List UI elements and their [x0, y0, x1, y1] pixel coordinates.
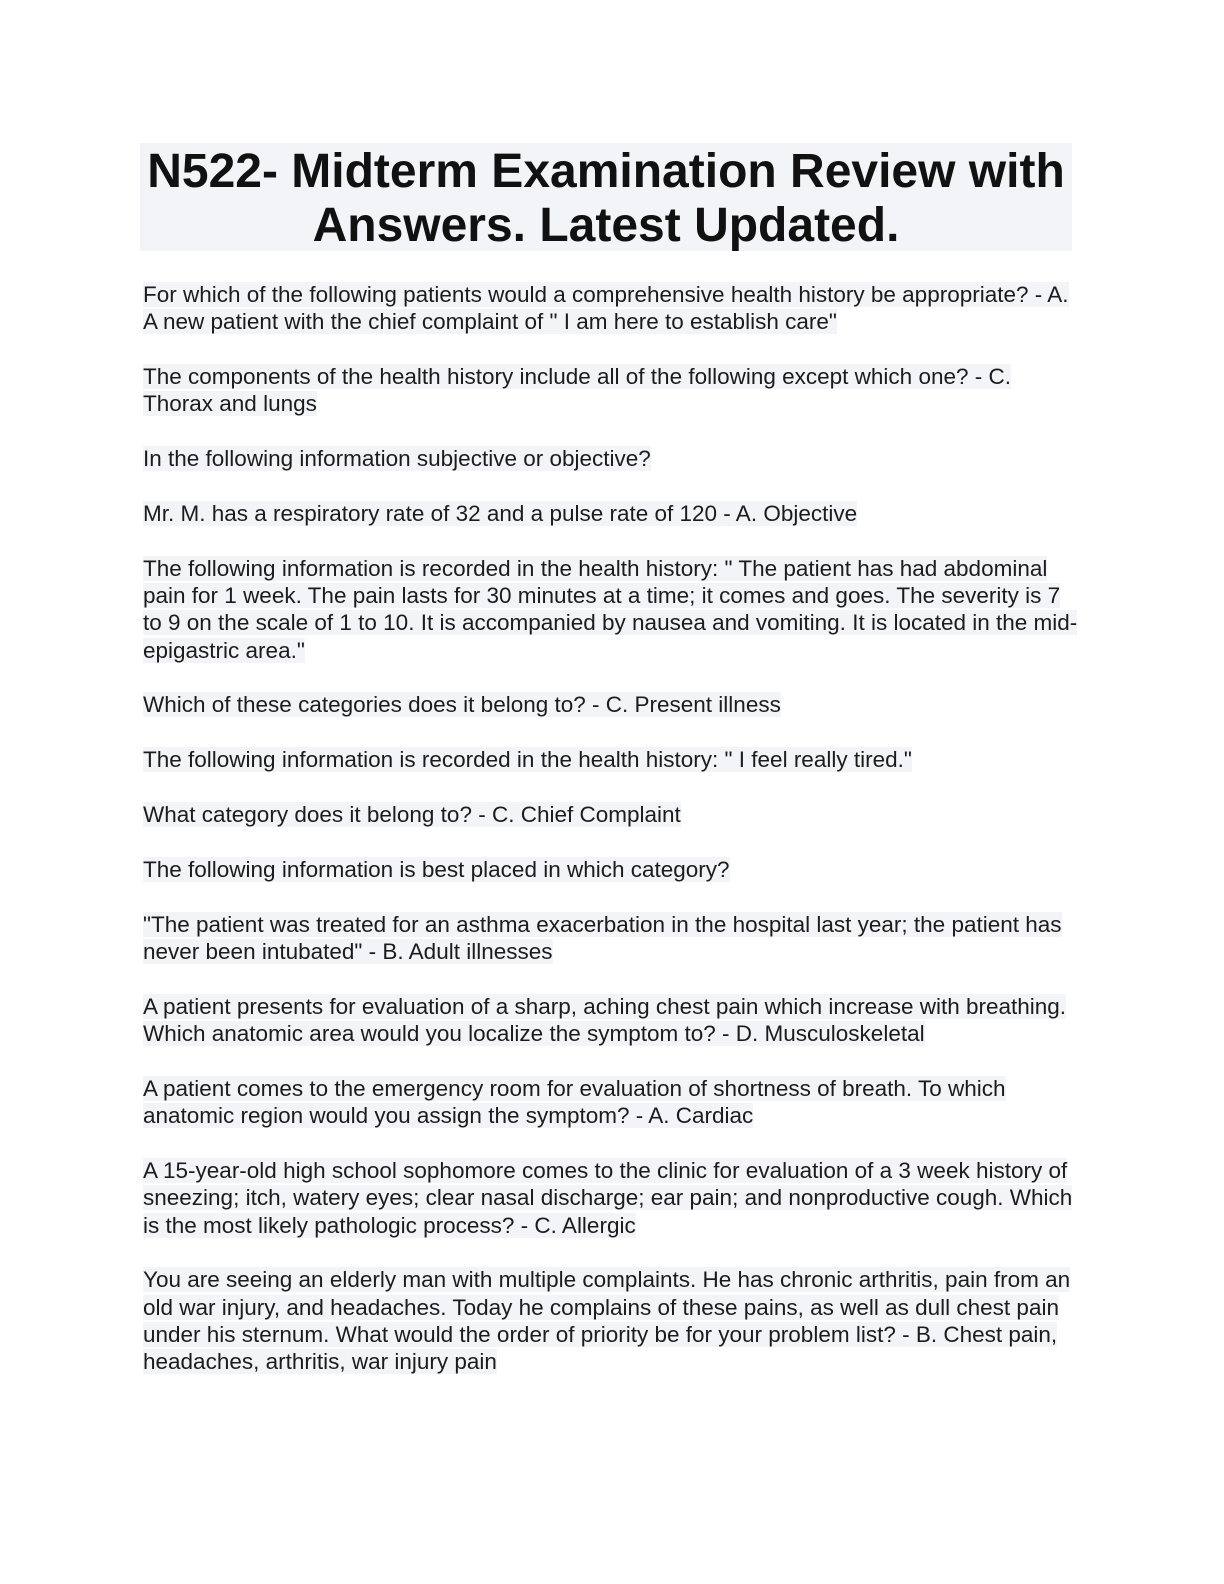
- qa-paragraph: [143, 1075, 1083, 1130]
- paragraph-text: The following information is recorded in the health history: " I feel really tired.": [143, 747, 912, 773]
- paragraph-text: The components of the health history include all of the following except which one? - C. Thorax and lungs: [143, 364, 1011, 417]
- qa-content: [143, 281, 1083, 1403]
- page-title: [140, 143, 1072, 253]
- paragraph-text: The following information is best placed in which category?: [143, 856, 730, 882]
- paragraph-text: A 15-year-old high school sophomore comes to the clinic for evaluation of a 3 week history of sneezing; itch, watery eyes; clear nasal discharge; ear pain; and nonproductive cough. Which is the most likely pathologic process? - C. Allergic: [143, 1157, 1073, 1238]
- qa-paragraph: [143, 281, 1083, 336]
- paragraph-text: Which of these categories does it belong to? - C. Present illness: [143, 692, 781, 718]
- title-line-1: N522- Midterm Examination Review with: [147, 145, 1065, 198]
- title-block: [140, 143, 1072, 251]
- paragraph-text: Mr. M. has a respiratory rate of 32 and a pulse rate of 120 - A. Objective: [143, 500, 858, 526]
- paragraph-text: "The patient was treated for an asthma exacerbation in the hospital last year; the patient has never been intubated" - B. Adult illnesses: [143, 911, 1062, 964]
- qa-paragraph: [143, 500, 1083, 527]
- qa-paragraph: [143, 746, 1083, 773]
- qa-paragraph: [143, 801, 1083, 828]
- qa-paragraph: [143, 856, 1083, 883]
- paragraph-text: What category does it belong to? - C. Chief Complaint: [143, 802, 681, 828]
- qa-paragraph: [143, 445, 1083, 472]
- paragraph-text: You are seeing an elderly man with multiple complaints. He has chronic arthritis, pain from an old war injury, and headaches. Today he complains of these pains, as well as dull chest pain under his sternum. What would the order of priority be for your problem list? - B. Chest pain, headaches, arthritis, war injury pain: [143, 1267, 1071, 1375]
- paragraph-text: A patient comes to the emergency room for evaluation of shortness of breath. To which anatomic region would you assign the symptom? - A. Cardiac: [143, 1075, 1006, 1129]
- qa-paragraph: [143, 1266, 1083, 1375]
- paragraph-text: A patient presents for evaluation of a sharp, aching chest pain which increase with breathing. Which anatomic area would you localize the symptom to? - D. Musculoskeletal: [143, 993, 1067, 1047]
- paragraph-text: The following information is recorded in the health history: " The patient has had abdominal pain for 1 week. The pain lasts for 30 minutes at a time; it comes and goes. The severity is 7 to 9 on the scale of 1 to 10. It is accompanied by nausea and vomiting. It is located in the mid-epigastric area.": [143, 555, 1078, 663]
- qa-paragraph: [143, 691, 1083, 718]
- qa-paragraph: [143, 911, 1083, 966]
- qa-paragraph: [143, 363, 1083, 418]
- paragraph-text: In the following information subjective or objective?: [143, 446, 651, 472]
- qa-paragraph: [143, 993, 1083, 1048]
- qa-paragraph: [143, 555, 1083, 664]
- qa-paragraph: [143, 1157, 1083, 1239]
- title-line-2: Answers. Latest Updated.: [312, 199, 900, 252]
- paragraph-text: For which of the following patients would a comprehensive health history be appropriate? - A. A new patient with the chief complaint of " I am here to establish care": [143, 282, 1069, 335]
